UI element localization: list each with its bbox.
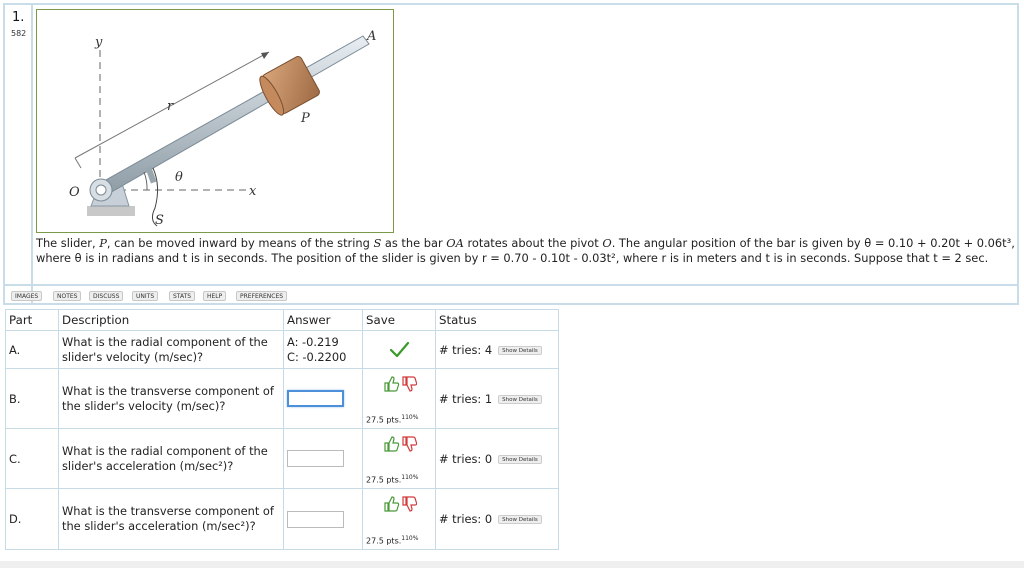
problem-id: 582 [11, 29, 27, 38]
thumbs-up-icon[interactable] [385, 377, 399, 391]
label-r: r [167, 99, 174, 114]
tab-notes[interactable]: NOTES [53, 291, 81, 301]
part-description: What is the transverse component of the slider's acceleration (m/sec²)? [59, 489, 284, 550]
status-cell [436, 331, 559, 369]
status-cell [436, 369, 559, 429]
header-save: Save [363, 310, 436, 331]
table-header-row [6, 310, 559, 331]
answer-input[interactable] [287, 390, 344, 407]
show-details-button[interactable]: Show Details [498, 515, 542, 524]
thumbs-down-icon[interactable] [403, 437, 417, 451]
thumbs-down-icon[interactable] [403, 377, 417, 391]
part-description: What is the radial component of the slider's acceleration (m/sec²)? [59, 429, 284, 489]
tries-count: # tries: 4 [439, 342, 493, 357]
status-cell [436, 429, 559, 489]
show-details-button[interactable]: Show Details [498, 346, 542, 355]
tries-count: # tries: 0 [439, 512, 493, 526]
part-label: D. [6, 489, 59, 550]
save-cell [363, 489, 436, 550]
show-details-button[interactable]: Show Details [498, 395, 542, 404]
problem-frame [3, 3, 1019, 305]
problem-number: 1. [12, 10, 25, 25]
save-cell [363, 369, 436, 429]
answer-cell [284, 369, 363, 429]
thumbs-up-icon[interactable] [385, 497, 399, 511]
tab-stats[interactable]: STATS [169, 291, 195, 301]
header-answer: Answer [284, 310, 363, 331]
points-value: 27.5 pts.$^{110\%}$ [366, 413, 419, 425]
save-cell [363, 331, 436, 369]
table-row [6, 369, 559, 429]
answer-history [284, 331, 363, 369]
status-cell [436, 489, 559, 550]
answer-cell [284, 429, 363, 489]
part-label: A. [6, 331, 59, 369]
tab-discuss[interactable]: DISCUSS [89, 291, 123, 301]
answer-cell [284, 489, 363, 550]
parts-table [5, 309, 559, 550]
footer-strip [0, 561, 1024, 568]
problem-figure [36, 9, 394, 233]
header-part: Part [6, 310, 59, 331]
part-description: What is the transverse component of the slider's velocity (m/sec)? [59, 369, 284, 429]
answer-attempt: A: -0.219 [287, 334, 339, 349]
header-status: Status [436, 310, 559, 331]
points-value: 27.5 pts.$^{110\%}$ [366, 534, 419, 546]
problem-statement: The slider, P, can be moved inward by means of the string S as the bar OA rotates about the pivot O. The angular position of the bar is given by θ = 0.10 + 0.20t + 0.06t³, where θ is in radians and t is in seconds. The position of the slider is given by r = 0.70 - 0.10t - 0.03t², where r is in meters and t is in seconds. Suppose that t = 2 sec. [36, 236, 1015, 265]
part-label: B. [6, 369, 59, 429]
answer-correct: C: -0.2200 [287, 349, 347, 364]
tab-preferences[interactable]: PREFERENCES [236, 291, 287, 301]
answer-input[interactable] [287, 450, 344, 467]
tab-help[interactable]: HELP [203, 291, 226, 301]
answer-input[interactable] [287, 511, 344, 528]
label-theta: θ [175, 170, 183, 185]
label-p: P [301, 111, 310, 126]
thumbs-up-icon[interactable] [385, 437, 399, 451]
thumbs-icons [383, 435, 417, 453]
ground [87, 206, 135, 216]
save-cell [363, 429, 436, 489]
thumbs-down-icon[interactable] [403, 497, 417, 511]
table-row [6, 489, 559, 550]
label-o: O [69, 185, 80, 200]
checkmark-icon [388, 341, 410, 359]
table-row [6, 429, 559, 489]
table-row [6, 331, 559, 369]
points-value: 27.5 pts.$^{110\%}$ [366, 473, 419, 485]
label-a: A [367, 29, 377, 44]
tab-units[interactable]: UNITS [132, 291, 158, 301]
label-x: x [249, 184, 257, 199]
part-label: C. [6, 429, 59, 489]
tries-count: # tries: 0 [439, 451, 493, 466]
problem-tabs [5, 284, 1017, 303]
part-description: What is the radial component of the slider's velocity (m/sec)? [59, 331, 284, 369]
label-y: y [95, 35, 103, 50]
bar-oa [95, 36, 369, 198]
problem-number-column [5, 5, 33, 303]
tries-count: # tries: 1 [439, 391, 493, 406]
thumbs-icons [383, 375, 417, 393]
thumbs-icons [383, 495, 417, 513]
label-s: S [155, 213, 164, 228]
slider-bar-diagram [37, 10, 393, 232]
header-description: Description [59, 310, 284, 331]
show-details-button[interactable]: Show Details [498, 455, 542, 464]
tab-images[interactable]: IMAGES [11, 291, 42, 301]
